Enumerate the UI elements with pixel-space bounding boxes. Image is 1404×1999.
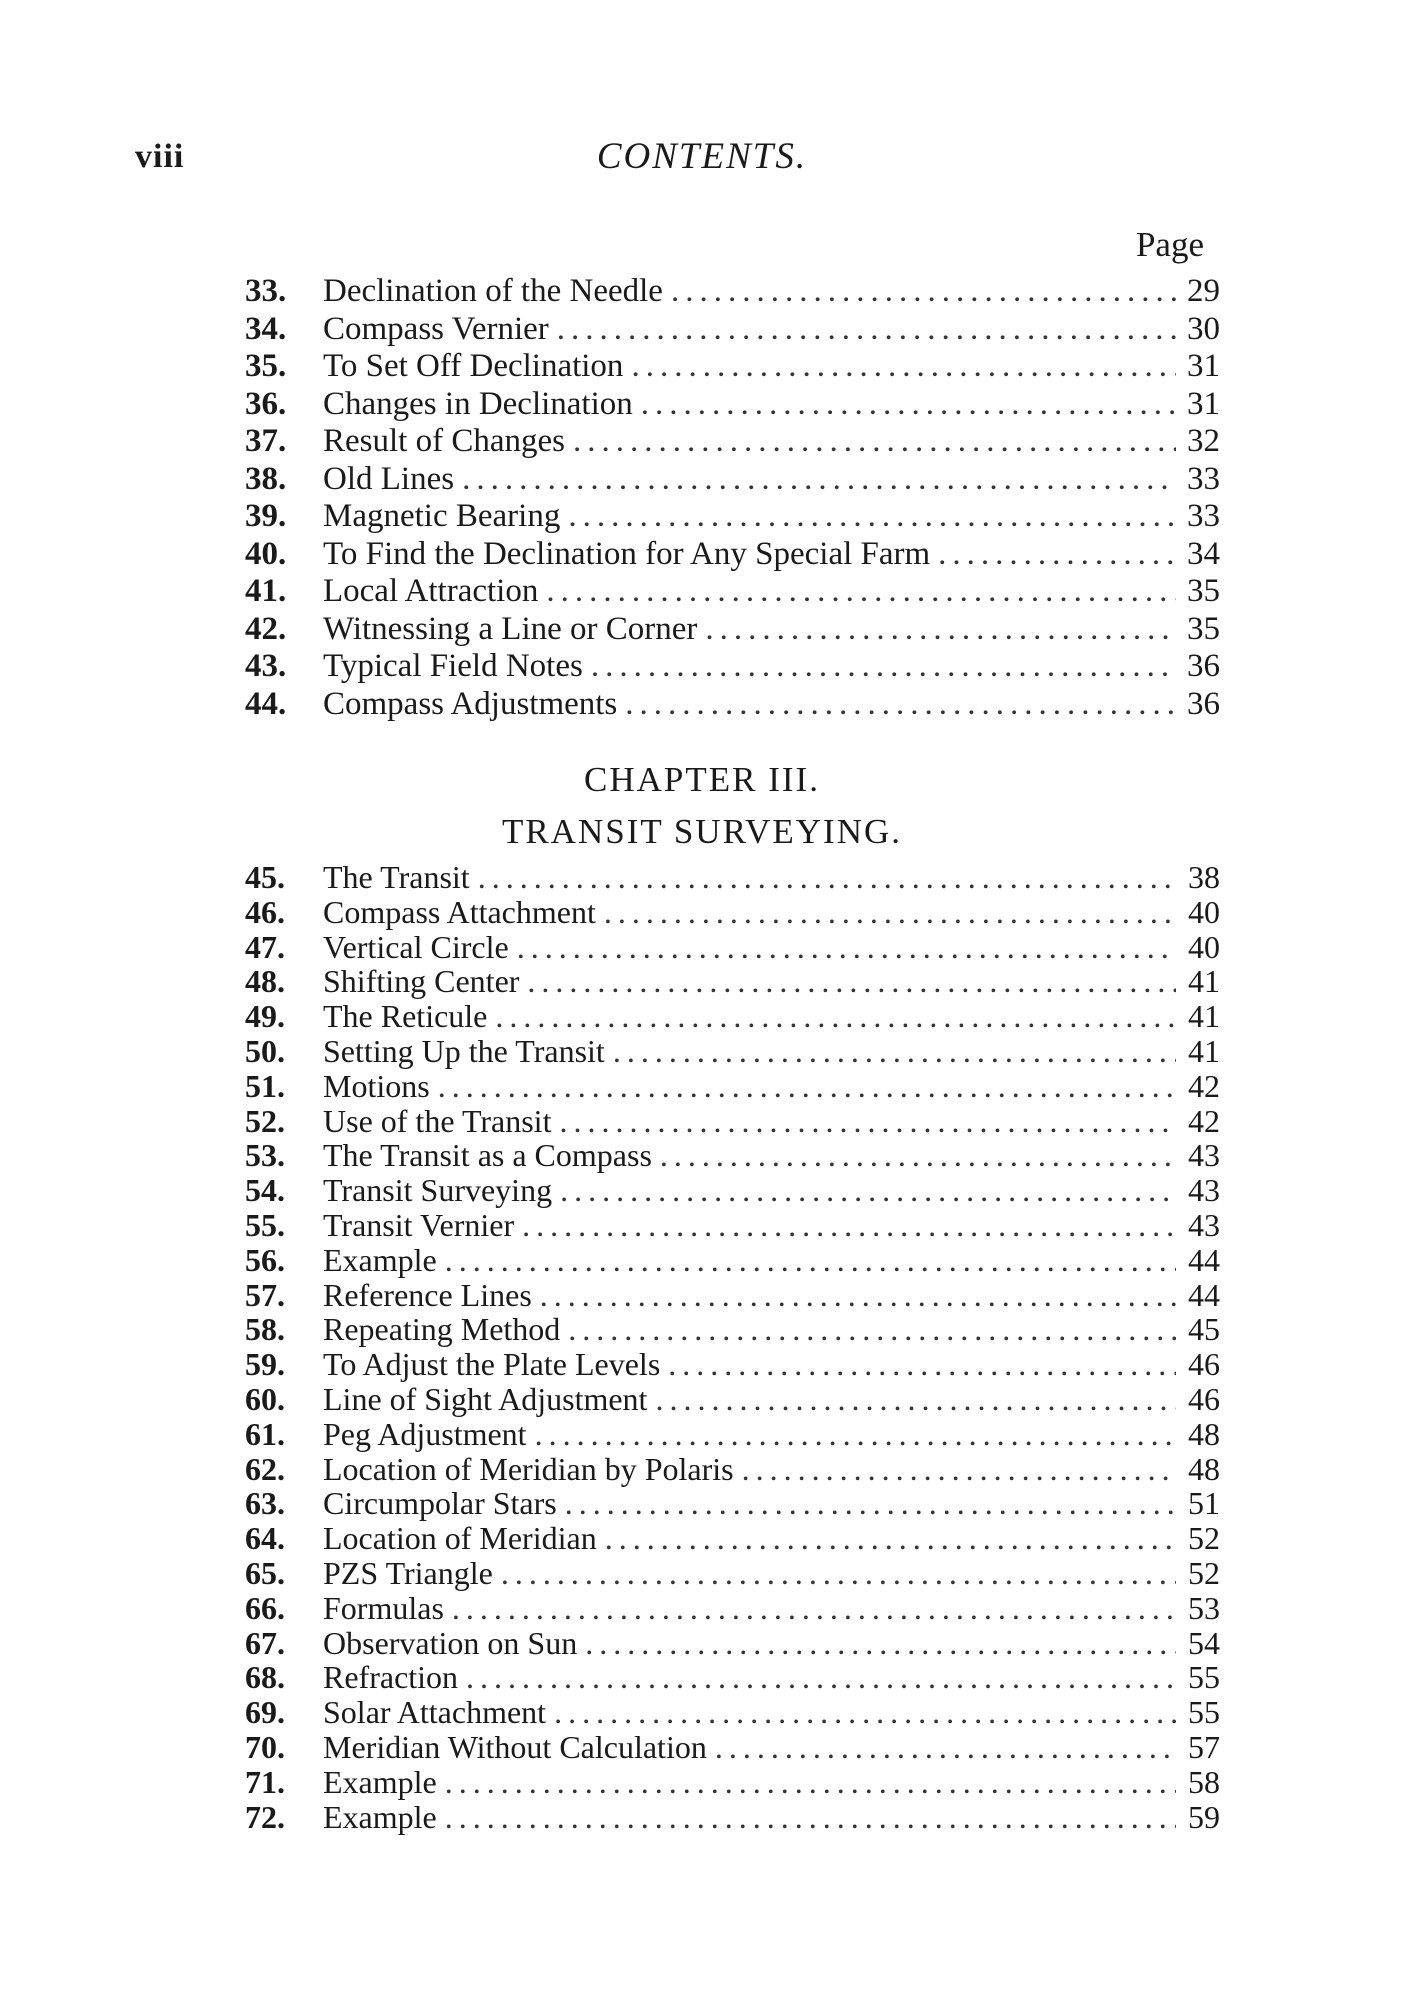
toc-entry-number: 49. xyxy=(245,998,285,1035)
toc-entry-number: 36. xyxy=(245,385,287,422)
toc-leader-dots xyxy=(546,573,1176,611)
toc-entry-title: Formulas xyxy=(323,1589,444,1626)
toc-entry xyxy=(245,1556,1220,1591)
toc-entry-title: To Set Off Declination xyxy=(323,348,624,384)
toc-entry-title: Meridian Without Calculation xyxy=(323,1728,707,1765)
toc-entry xyxy=(245,895,1220,930)
chapter-number: CHAPTER III. xyxy=(584,760,820,799)
toc-entry-page: 52 xyxy=(1188,1554,1220,1591)
toc-entry xyxy=(245,348,1220,386)
toc-entry-page: 33 xyxy=(1187,460,1220,497)
toc-leader-dots xyxy=(535,1417,1176,1452)
toc-entry-title: Refraction xyxy=(323,1659,459,1696)
toc-entry xyxy=(245,1730,1220,1765)
toc-leader-dots xyxy=(560,1173,1176,1208)
toc-leader-dots xyxy=(517,930,1176,965)
toc-entry-page: 43 xyxy=(1188,1172,1220,1209)
toc-entry-title: Changes in Declination xyxy=(323,385,633,422)
toc-entry-number: 40. xyxy=(245,535,287,572)
toc-leader-dots xyxy=(445,1243,1176,1278)
toc-leader-dots xyxy=(568,498,1176,536)
toc-entry-page: 59 xyxy=(1188,1798,1220,1835)
toc-leader-dots xyxy=(613,1034,1176,1069)
toc-entry xyxy=(245,1138,1220,1173)
toc-entry-title: Location of Meridian by Polaris xyxy=(323,1450,734,1487)
toc-entry-page: 36 xyxy=(1187,685,1220,722)
toc-entry-page: 52 xyxy=(1188,1520,1220,1557)
toc-entry-number: 58. xyxy=(245,1311,285,1348)
toc-entry xyxy=(245,1243,1220,1278)
toc-entry xyxy=(245,536,1220,574)
toc-leader-dots xyxy=(668,1347,1176,1382)
toc-entry-title: Reference Lines xyxy=(323,1276,532,1313)
toc-entry-number: 39. xyxy=(245,498,287,534)
toc-entry-page: 44 xyxy=(1188,1276,1220,1313)
toc-leader-dots xyxy=(660,1138,1176,1173)
toc-entry xyxy=(245,1069,1220,1104)
toc-entry-number: 61. xyxy=(245,1415,285,1452)
toc-entry-number: 56. xyxy=(245,1241,285,1278)
toc-entry-title: Line of Sight Adjustment xyxy=(323,1380,648,1417)
toc-entry xyxy=(245,1660,1220,1695)
toc-entry-page: 29 xyxy=(1187,273,1220,309)
toc-entry-page: 42 xyxy=(1188,1067,1220,1104)
toc-entry-number: 62. xyxy=(245,1450,285,1487)
toc-entry-page: 48 xyxy=(1188,1415,1220,1452)
toc-entry xyxy=(245,1521,1220,1556)
toc-entry-number: 43. xyxy=(245,648,287,684)
toc-entry-number: 42. xyxy=(245,610,287,647)
toc-entry-title: To Adjust the Plate Levels xyxy=(323,1346,661,1383)
toc-entry-title: Setting Up the Transit xyxy=(323,1032,605,1069)
toc-leader-dots xyxy=(478,860,1176,895)
toc-leader-dots xyxy=(501,1556,1176,1591)
toc-entry-page: 34 xyxy=(1187,535,1220,572)
toc-entry-title: Magnetic Bearing xyxy=(323,498,561,534)
toc-leader-dots xyxy=(671,273,1176,311)
toc-entry-page: 31 xyxy=(1187,385,1220,422)
toc-entry-number: 54. xyxy=(245,1172,285,1209)
toc-entry-number: 68. xyxy=(245,1659,285,1696)
toc-entry-number: 70. xyxy=(245,1728,285,1765)
toc-leader-dots xyxy=(625,686,1176,724)
toc-leader-dots xyxy=(554,1695,1176,1730)
toc-entry-title: Example xyxy=(323,1763,437,1800)
toc-leader-dots xyxy=(466,1660,1176,1695)
toc-entry-page: 43 xyxy=(1188,1137,1220,1174)
toc-leader-dots xyxy=(559,1104,1176,1139)
chapter-title: TRANSIT SURVEYING. xyxy=(501,812,903,851)
toc-entry xyxy=(245,498,1220,536)
toc-entry-number: 71. xyxy=(245,1763,285,1800)
toc-entry-page: 40 xyxy=(1188,893,1220,930)
toc-entry-title: Use of the Transit xyxy=(323,1102,552,1139)
toc-entry-title: Compass Attachment xyxy=(323,893,596,930)
toc-entry xyxy=(245,686,1220,724)
toc-leader-dots xyxy=(565,1486,1176,1521)
toc-list-chapter-ii xyxy=(245,273,1220,723)
toc-entry xyxy=(245,423,1220,461)
toc-entry xyxy=(245,1591,1220,1626)
toc-list-chapter-iii xyxy=(245,860,1220,1834)
toc-leader-dots xyxy=(938,536,1176,574)
toc-entry-page: 55 xyxy=(1188,1694,1220,1731)
toc-entry-title: Declination of the Needle xyxy=(323,273,663,309)
toc-entry xyxy=(245,311,1220,349)
toc-entry-title: Transit Vernier xyxy=(323,1206,515,1243)
page-folio: viii xyxy=(135,138,185,175)
toc-leader-dots xyxy=(568,1312,1176,1347)
toc-entry-title: Shifting Center xyxy=(323,963,520,1000)
toc-entry xyxy=(245,1765,1220,1800)
toc-entry-number: 67. xyxy=(245,1624,285,1661)
toc-entry-title: Example xyxy=(323,1241,437,1278)
toc-entry-number: 66. xyxy=(245,1589,285,1626)
running-head-title: CONTENTS. xyxy=(596,136,808,177)
toc-entry-page: 48 xyxy=(1188,1450,1220,1487)
toc-entry xyxy=(245,648,1220,686)
toc-entry xyxy=(245,930,1220,965)
toc-entry-number: 38. xyxy=(245,460,287,497)
toc-entry-number: 45. xyxy=(245,859,285,895)
toc-leader-dots xyxy=(604,895,1176,930)
toc-leader-dots xyxy=(522,1208,1176,1243)
toc-entry xyxy=(245,1452,1220,1487)
toc-leader-dots xyxy=(655,1382,1176,1417)
toc-entry-page: 33 xyxy=(1187,498,1220,534)
toc-entry-number: 53. xyxy=(245,1137,285,1174)
toc-entry xyxy=(245,1312,1220,1347)
toc-entry-page: 32 xyxy=(1187,423,1220,459)
toc-entry-page: 53 xyxy=(1188,1589,1220,1626)
toc-entry-title: Local Attraction xyxy=(323,573,539,609)
toc-entry-page: 35 xyxy=(1187,610,1220,647)
toc-leader-dots xyxy=(445,1765,1176,1800)
toc-entry-page: 43 xyxy=(1188,1206,1220,1243)
toc-entry-number: 52. xyxy=(245,1102,285,1139)
toc-entry-page: 31 xyxy=(1187,348,1220,384)
toc-entry-title: Compass Adjustments xyxy=(323,685,618,722)
toc-entry-number: 63. xyxy=(245,1485,285,1522)
toc-entry-title: Observation on Sun xyxy=(323,1624,578,1661)
toc-leader-dots xyxy=(438,1069,1176,1104)
toc-entry-title: To Find the Declination for Any Special Farm xyxy=(323,535,931,572)
toc-entry-page: 41 xyxy=(1188,1032,1220,1069)
toc-leader-dots xyxy=(742,1452,1176,1487)
toc-entry xyxy=(245,1347,1220,1382)
toc-leader-dots xyxy=(462,461,1176,499)
toc-entry-number: 34. xyxy=(245,310,287,347)
toc-entry xyxy=(245,611,1220,649)
toc-entry-title: Peg Adjustment xyxy=(323,1415,527,1452)
toc-entry-title: Result of Changes xyxy=(323,423,565,459)
toc-entry-title: The Reticule xyxy=(323,998,488,1035)
toc-entry-number: 41. xyxy=(245,573,287,609)
toc-leader-dots xyxy=(715,1730,1176,1765)
toc-entry xyxy=(245,386,1220,424)
toc-entry xyxy=(245,1104,1220,1139)
toc-entry-page: 57 xyxy=(1188,1728,1220,1765)
toc-entry-number: 55. xyxy=(245,1206,285,1243)
toc-entry-page: 46 xyxy=(1188,1346,1220,1383)
toc-entry xyxy=(245,999,1220,1034)
toc-entry xyxy=(245,964,1220,999)
toc-leader-dots xyxy=(557,311,1176,349)
toc-entry-number: 35. xyxy=(245,348,287,384)
toc-entry-title: Location of Meridian xyxy=(323,1520,597,1557)
toc-entry-page: 51 xyxy=(1188,1485,1220,1522)
toc-entry-number: 47. xyxy=(245,928,285,965)
toc-entry xyxy=(245,1800,1220,1835)
toc-entry-page: 36 xyxy=(1187,648,1220,684)
toc-entry xyxy=(245,1695,1220,1730)
toc-entry-page: 35 xyxy=(1187,573,1220,609)
toc-entry-page: 45 xyxy=(1188,1311,1220,1348)
toc-entry-number: 46. xyxy=(245,893,285,930)
toc-entry xyxy=(245,1208,1220,1243)
toc-entry-title: The Transit as a Compass xyxy=(323,1137,652,1174)
toc-entry xyxy=(245,1278,1220,1313)
toc-entry-title: Transit Surveying xyxy=(323,1172,553,1209)
toc-leader-dots xyxy=(641,386,1176,424)
toc-entry-page: 38 xyxy=(1188,859,1220,895)
toc-entry xyxy=(245,1626,1220,1661)
toc-entry-number: 69. xyxy=(245,1694,285,1731)
toc-entry-page: 41 xyxy=(1188,963,1220,1000)
toc-entry-title: Vertical Circle xyxy=(323,928,509,965)
toc-entry-page: 41 xyxy=(1188,998,1220,1035)
toc-leader-dots xyxy=(445,1800,1176,1835)
toc-entry xyxy=(245,1034,1220,1069)
toc-leader-dots xyxy=(452,1591,1176,1626)
toc-entry xyxy=(245,1382,1220,1417)
toc-entry-title: PZS Triangle xyxy=(323,1554,493,1591)
toc-leader-dots xyxy=(605,1521,1176,1556)
toc-entry-number: 33. xyxy=(245,273,287,309)
toc-entry-title: Typical Field Notes xyxy=(323,648,583,684)
toc-entry-title: Example xyxy=(323,1798,437,1835)
toc-leader-dots xyxy=(527,964,1176,999)
toc-entry-title: Witnessing a Line or Corner xyxy=(323,610,698,647)
toc-entry-title: Compass Vernier xyxy=(323,310,549,347)
toc-entry-page: 58 xyxy=(1188,1763,1220,1800)
toc-entry xyxy=(245,1173,1220,1208)
toc-entry xyxy=(245,1417,1220,1452)
toc-entry-page: 42 xyxy=(1188,1102,1220,1139)
toc-entry-title: Motions xyxy=(323,1067,430,1104)
toc-leader-dots xyxy=(585,1626,1176,1661)
toc-leader-dots xyxy=(573,423,1176,461)
toc-entry xyxy=(245,1486,1220,1521)
page-column-label: Page xyxy=(1135,225,1204,264)
toc-leader-dots xyxy=(705,611,1176,649)
toc-entry-number: 72. xyxy=(245,1798,285,1835)
toc-entry-number: 50. xyxy=(245,1032,285,1069)
toc-entry-number: 60. xyxy=(245,1380,285,1417)
toc-entry-number: 65. xyxy=(245,1554,285,1591)
toc-entry-title: Circumpolar Stars xyxy=(323,1485,557,1522)
toc-entry-number: 37. xyxy=(245,423,287,459)
toc-entry xyxy=(245,461,1220,499)
toc-leader-dots xyxy=(631,348,1176,386)
toc-entry-title: Solar Attachment xyxy=(323,1694,547,1731)
toc-entry-number: 51. xyxy=(245,1067,285,1104)
toc-entry-page: 30 xyxy=(1187,310,1220,347)
toc-entry-number: 44. xyxy=(245,685,287,722)
toc-entry-page: 44 xyxy=(1188,1241,1220,1278)
toc-entry xyxy=(245,273,1220,311)
toc-entry-number: 48. xyxy=(245,963,285,1000)
toc-entry-number: 59. xyxy=(245,1346,285,1383)
toc-entry-title: Old Lines xyxy=(323,460,455,497)
toc-entry-page: 40 xyxy=(1188,928,1220,965)
toc-entry-page: 46 xyxy=(1188,1380,1220,1417)
toc-entry xyxy=(245,573,1220,611)
toc-entry-number: 64. xyxy=(245,1520,285,1557)
toc-entry-number: 57. xyxy=(245,1276,285,1313)
toc-leader-dots xyxy=(540,1278,1176,1313)
toc-entry xyxy=(245,860,1220,895)
toc-entry-title: The Transit xyxy=(323,859,470,895)
toc-entry-page: 55 xyxy=(1188,1659,1220,1696)
toc-leader-dots xyxy=(591,648,1176,686)
toc-entry-title: Repeating Method xyxy=(323,1311,561,1348)
toc-leader-dots xyxy=(495,999,1176,1034)
toc-entry-page: 54 xyxy=(1188,1624,1220,1661)
